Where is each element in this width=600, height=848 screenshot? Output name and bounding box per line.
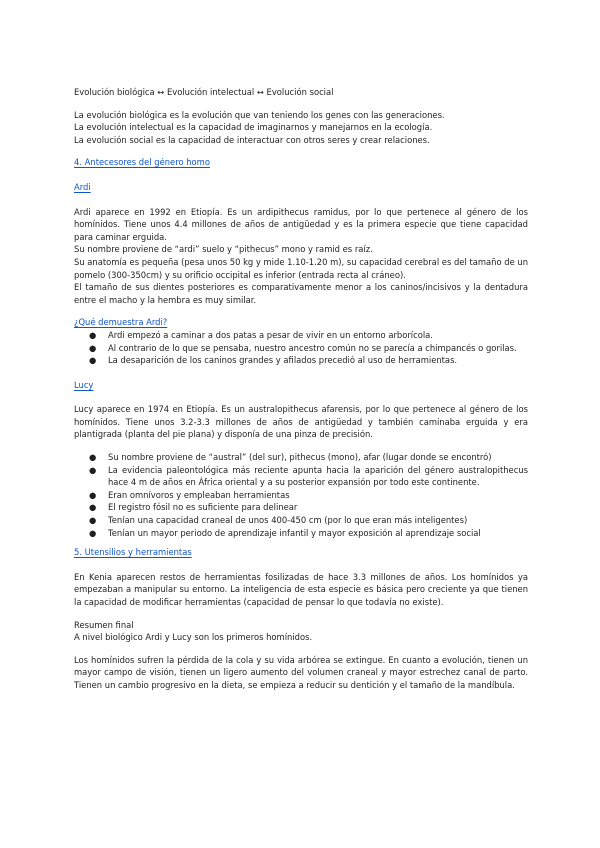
summary-paragraph: Los homínidos sufren la pérdida de la cola y su vida arbórea se extingue. En cuanto a evolución, tienen un mayor campo de visión, tienen un ligero aumento del volumen craneal y mayor estrechez canal de parto. Tienen un cambio progresivo en la dieta, se empieza a reducir su dentición y el tamaño de la mandíbula. (74, 654, 528, 690)
bullet-icon: ● (89, 527, 97, 538)
section-5-heading-link[interactable]: 5. Utensilios y herramientas (74, 547, 192, 558)
bullet-icon: ● (89, 342, 97, 353)
lucy-heading-link[interactable]: Lucy (74, 379, 94, 390)
list-item: ● Su nombre proviene de “austral” (del sur), pithecus (mono), afar (lugar donde se encontró) (89, 452, 492, 463)
bullet-icon: ● (89, 355, 97, 366)
definition-social: La evolución social es la capacidad de interactuar con otros seres y crear relaciones. (74, 134, 430, 145)
bullet-icon: ● (89, 502, 97, 513)
definition-biological: La evolución biológica es la evolución que van teniendo los genes con las generaciones. (74, 109, 445, 120)
lucy-bullet-list (74, 451, 528, 539)
list-item: ● Eran omnívoros y empleaban herramientas (89, 489, 290, 500)
evolution-chain-heading: Evolución biológica ↔ Evolución intelectual ↔ Evolución social (74, 87, 334, 97)
section-4-heading-link[interactable]: 4. Antecesores del género homo (74, 157, 210, 168)
bullet-icon: ● (89, 489, 97, 500)
ardi-bullet-list (74, 329, 528, 367)
bullet-icon: ● (89, 329, 97, 340)
bullet-icon: ● (89, 452, 97, 463)
ardi-paragraph: Ardi aparece en 1992 en Etiopía. Es un ardipithecus ramidus, por lo que pertenece al género de los homínidos. Tiene unos 4.4 millones de años de antigüedad y es la primera especie que tiene capacidad para caminar erguida. (74, 206, 528, 242)
summary-line: A nivel biológico Ardi y Lucy son los primeros homínidos. (74, 632, 313, 643)
summary-title: Resumen final (74, 619, 134, 630)
list-item: ● La desaparición de los caninos grandes y afilados precedió al uso de herramientas. (89, 355, 458, 366)
document-body (74, 86, 528, 692)
ardi-question-link[interactable]: ¿Qué demuestra Ardi? (74, 317, 168, 328)
ardi-heading-link[interactable]: Ardi (74, 181, 91, 192)
list-item: ● Al contrario de lo que se pensaba, nuestro ancestro común no se parecía a chimpancés o gorilas. (89, 342, 517, 353)
ardi-teeth: El tamaño de sus dientes posteriores es comparativamente menor a los caninos/incisivos y la dentadura entre el macho y la hembra es muy similar. (74, 282, 528, 305)
bullet-icon: ● (89, 464, 97, 475)
list-item: ● Ardi empezó a caminar a dos patas a pesar de vivir en un entorno arborícola. (89, 329, 433, 340)
list-item: ● La evidencia paleontológica más reciente apunta hacia la aparición del género australopithecus hace 4 m de años en África oriental y a su posterior expansión por todo este continente. (89, 464, 528, 488)
list-item: ● El registro fósil no es suficiente para delinear (89, 502, 298, 513)
list-item: ● Tenían una capacidad craneal de unos 400-450 cm (por lo que eran más inteligentes) (89, 515, 468, 526)
definition-intellectual: La evolución intelectual es la capacidad de imaginarnos y manejarnos en la ecología. (74, 122, 433, 133)
bullet-icon: ● (89, 515, 97, 526)
ardi-anatomy: Su anatomía es pequeña (pesa unos 50 kg y mide 1.10-1.20 m), su capacidad cerebral es del tamaño de un pomelo (300-350cm) y su orificio occipital es inferior (entrada recta al cráneo). (74, 256, 528, 280)
ardi-name-origin: Su nombre proviene de “ardi” suelo y “pithecus” mono y ramid es raíz. (74, 244, 373, 255)
list-item: ● Tenían un mayor periodo de aprendizaje infantil y mayor exposición al aprendizaje social (89, 527, 481, 538)
tools-paragraph: En Kenia aparecen restos de herramientas fosilizadas de hace 3.3 millones de años. Los homínidos ya empezaban a manipular su entorno. La inteligencia de esta especie es básica pero creciente ya que tienen la capacidad de modificar herramientas (capacidad de pensar lo que todavía no existe). (74, 571, 528, 607)
lucy-paragraph: Lucy aparece en 1974 en Etiopía. Es un australopithecus afarensis, por lo que pertenece al género de los homínidos. Tiene unos 3.2-3.3 millones de años de antigüedad y también caminaba erguida y era plantigrada (planta del pie plana) y disponía de una pinza de precisión. (74, 404, 528, 440)
